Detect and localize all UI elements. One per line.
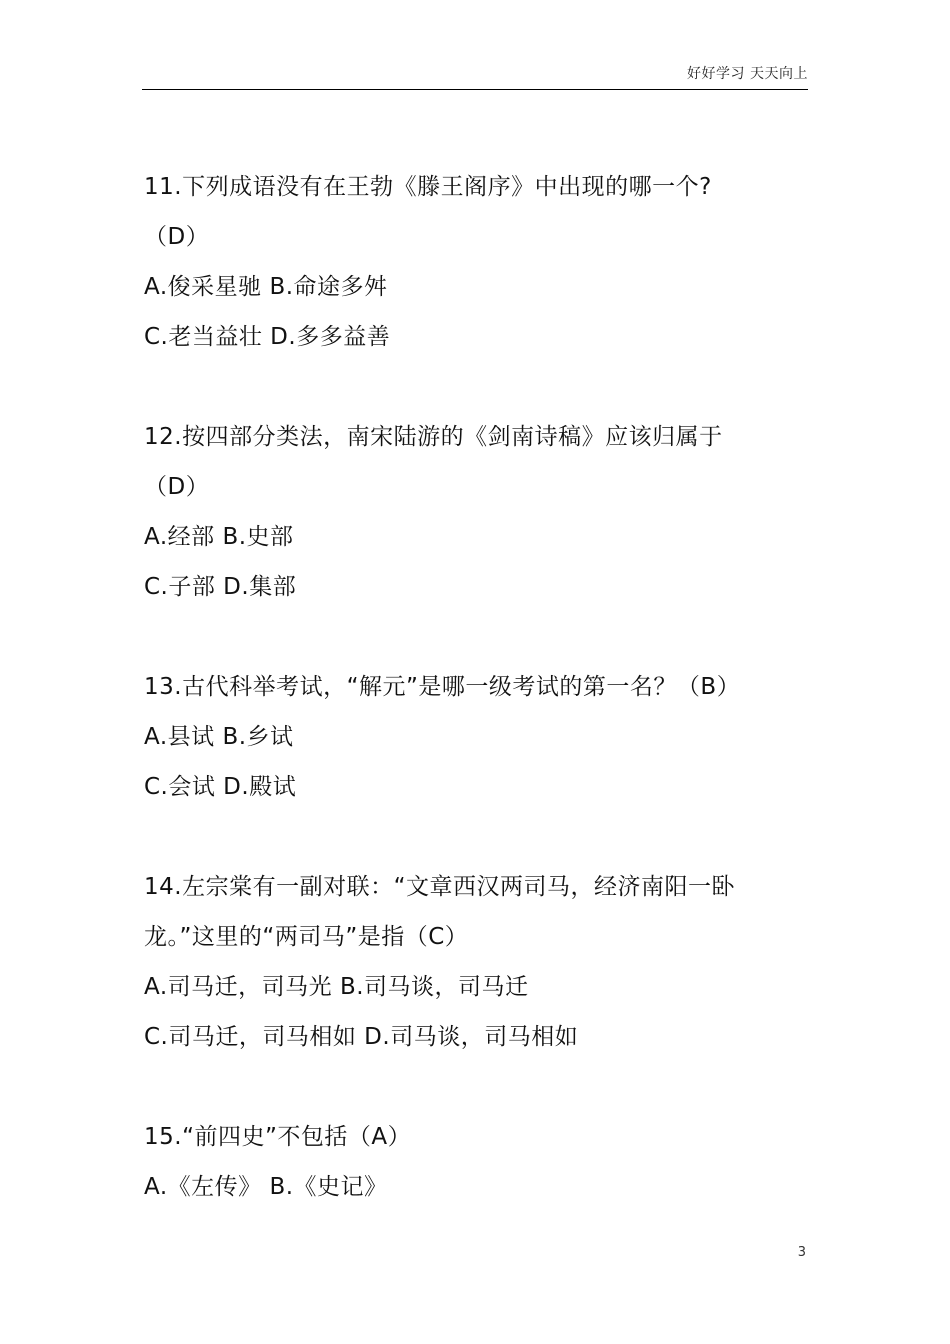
question-11-options-line-1: A.俊采星驰 B.命途多舛 bbox=[144, 274, 388, 300]
question-12-options-line-2: C.子部 D.集部 bbox=[144, 574, 297, 600]
question-14-options-line-1: A.司马迁，司马光 B.司马谈，司马迁 bbox=[144, 974, 529, 1000]
question-11-options-line-2: C.老当益壮 D.多多益善 bbox=[144, 324, 391, 350]
spacer bbox=[144, 362, 804, 412]
question-12-text-line-1: 12.按四部分类法，南宋陆游的《剑南诗稿》应该归属于 bbox=[144, 424, 723, 450]
question-14-options-line-2: C.司马迁，司马相如 D.司马谈，司马相如 bbox=[144, 1024, 579, 1050]
question-14-text-line-2: 龙。”这里的“两司马”是指（C） bbox=[144, 924, 469, 950]
question-12-options-line-1: A.经部 B.史部 bbox=[144, 524, 294, 550]
question-12-text-line-2: （D） bbox=[144, 474, 210, 500]
question-14-text-line-1: 14.左宗棠有一副对联：“文章西汉两司马，经济南阳一卧 bbox=[144, 874, 735, 900]
page-header-text: 好好学习 天天向上 bbox=[687, 66, 808, 82]
question-15-options-line-1: A.《左传》 B.《史记》 bbox=[144, 1174, 388, 1200]
spacer bbox=[144, 1062, 804, 1112]
header-divider bbox=[142, 89, 808, 90]
spacer bbox=[144, 612, 804, 662]
question-11-text-line-1: 11.下列成语没有在王勃《滕王阁序》中出现的哪一个? bbox=[144, 174, 712, 200]
document-body bbox=[144, 162, 804, 1212]
page-number: 3 bbox=[797, 1245, 806, 1260]
question-11-text-line-2: （D） bbox=[144, 224, 210, 250]
question-13-text-line-1: 13.古代科举考试，“解元”是哪一级考试的第一名？（B） bbox=[144, 674, 741, 700]
question-13-options-line-2: C.会试 D.殿试 bbox=[144, 774, 297, 800]
spacer bbox=[144, 812, 804, 862]
question-15-text-line-1: 15.“前四史”不包括（A） bbox=[144, 1124, 412, 1150]
question-13-options-line-1: A.县试 B.乡试 bbox=[144, 724, 294, 750]
